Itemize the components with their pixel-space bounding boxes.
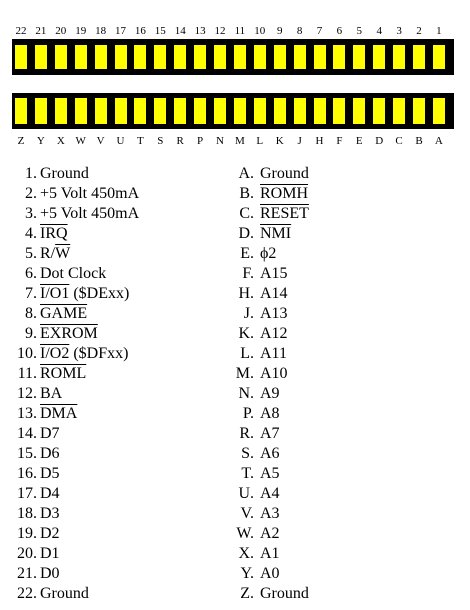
signal-text: A4 xyxy=(260,485,280,502)
signal-text: Ground xyxy=(40,585,89,602)
pin-id: R. xyxy=(239,425,254,442)
edge-contact xyxy=(174,98,186,124)
pin-id: 19. xyxy=(17,525,37,542)
pin-legend-numbered xyxy=(0,164,230,604)
signal-name xyxy=(40,544,60,564)
pin-id: A. xyxy=(238,165,254,182)
signal-name xyxy=(40,224,68,244)
signal-text: Ground xyxy=(40,165,89,182)
signal-text-active-low: I/O2 xyxy=(40,345,70,362)
pin-id: 20. xyxy=(17,545,37,562)
pin-entry xyxy=(226,204,456,224)
pin-id: W. xyxy=(236,525,254,542)
pin-id: 21. xyxy=(17,565,37,582)
pin-entry xyxy=(0,164,230,184)
pin-entry xyxy=(0,204,230,224)
pin-number-label: 5 xyxy=(356,25,363,37)
pin-number-label: 17 xyxy=(115,25,126,37)
pin-number-label: 16 xyxy=(134,25,146,37)
edge-contact xyxy=(35,98,47,124)
edge-contact xyxy=(35,45,47,69)
signal-name xyxy=(40,584,89,604)
edge-contact xyxy=(194,45,206,69)
signal-name xyxy=(40,524,60,544)
pin-letter-label: E xyxy=(355,135,363,147)
pin-letter-label: T xyxy=(137,135,144,147)
pin-entry xyxy=(0,224,230,244)
pin-id: 6. xyxy=(25,265,37,282)
pin-letter-label: H xyxy=(315,135,324,147)
signal-text: R/ xyxy=(40,245,56,262)
pin-letter-label: F xyxy=(336,135,343,147)
pin-id: C. xyxy=(239,205,254,222)
pin-id: Z. xyxy=(240,585,254,602)
pin-id: T. xyxy=(241,465,254,482)
pin-id: L. xyxy=(240,345,254,362)
pin-id: M. xyxy=(235,365,254,382)
pin-id: 10. xyxy=(17,345,37,362)
pin-legend-lettered xyxy=(226,164,456,604)
pin-entry xyxy=(0,264,230,284)
signal-text: A12 xyxy=(260,325,288,342)
pin-entry xyxy=(0,564,230,584)
pin-letter-label: V xyxy=(96,135,105,147)
pin-entry xyxy=(0,504,230,524)
signal-text: D6 xyxy=(40,445,60,462)
pin-id: Y. xyxy=(240,565,254,582)
signal-text: A7 xyxy=(260,425,280,442)
pin-entry xyxy=(0,524,230,544)
top-pin-number-row xyxy=(0,24,470,38)
signal-name xyxy=(40,404,77,424)
pin-number-label: 7 xyxy=(316,25,323,37)
signal-name xyxy=(260,564,280,584)
signal-name xyxy=(260,264,288,284)
signal-text: GAME xyxy=(40,305,88,322)
edge-contact xyxy=(294,98,306,124)
edge-contact xyxy=(154,45,166,69)
signal-name xyxy=(40,384,62,404)
signal-text: A5 xyxy=(260,465,280,482)
edge-contact xyxy=(274,45,286,69)
signal-name xyxy=(260,484,280,504)
pin-id: 12. xyxy=(17,385,37,402)
pin-number-label: 20 xyxy=(55,25,67,37)
edge-contact xyxy=(413,98,425,124)
pin-letter-label: K xyxy=(275,135,284,147)
signal-name xyxy=(40,264,106,284)
pin-letter-label: D xyxy=(375,135,384,147)
signal-name xyxy=(40,504,60,524)
signal-text: ROML xyxy=(40,365,87,382)
edge-contact xyxy=(373,45,385,69)
pin-entry xyxy=(0,424,230,444)
edge-contact xyxy=(134,98,146,124)
signal-text: +5 Volt 450mA xyxy=(40,205,140,222)
pin-id: 4. xyxy=(25,225,37,242)
signal-text: D2 xyxy=(40,525,60,542)
signal-text: A10 xyxy=(260,365,288,382)
signal-name xyxy=(40,364,86,384)
signal-text: ROMH xyxy=(260,185,309,202)
pin-number-label: 12 xyxy=(214,25,226,37)
pin-letter-label: A xyxy=(434,135,443,147)
edge-contact xyxy=(115,45,127,69)
signal-name xyxy=(260,544,280,564)
pin-id: 5. xyxy=(25,245,37,262)
pin-entry xyxy=(0,584,230,604)
signal-name xyxy=(40,324,98,344)
pin-id: 9. xyxy=(25,325,37,342)
pin-number-label: 2 xyxy=(416,25,422,37)
signal-name xyxy=(260,444,280,464)
pin-letter-label: P xyxy=(197,135,204,147)
pin-number-label: 11 xyxy=(234,25,246,37)
edge-contact xyxy=(75,45,87,69)
signal-text: Ground xyxy=(260,585,309,602)
pin-number-label: 18 xyxy=(95,25,107,37)
signal-text: D5 xyxy=(40,465,60,482)
pin-number-label: 4 xyxy=(376,25,382,37)
pin-id: X. xyxy=(238,545,254,562)
pin-entry xyxy=(0,284,230,304)
signal-name xyxy=(40,164,89,184)
signal-text-active-low: I/O1 xyxy=(40,285,70,302)
pin-entry xyxy=(226,344,456,364)
pin-entry xyxy=(0,324,230,344)
pin-id: 3. xyxy=(25,205,37,222)
edge-contact xyxy=(15,45,27,69)
signal-name xyxy=(260,344,287,364)
pin-entry xyxy=(226,164,456,184)
edge-contact xyxy=(294,45,306,69)
pin-id: 15. xyxy=(17,445,37,462)
edge-contact xyxy=(333,98,345,124)
signal-name xyxy=(40,564,60,584)
pin-entry xyxy=(0,304,230,324)
edge-contact xyxy=(174,45,186,69)
signal-text: D4 xyxy=(40,485,60,502)
pin-entry xyxy=(226,484,456,504)
pin-number-label: 8 xyxy=(296,25,303,37)
pin-letter-label: M xyxy=(235,135,245,147)
signal-text: D3 xyxy=(40,505,60,522)
edge-contact xyxy=(393,45,405,69)
edge-contact xyxy=(373,98,385,124)
signal-name xyxy=(260,464,280,484)
pin-entry xyxy=(226,224,456,244)
signal-name xyxy=(260,304,288,324)
edge-contact xyxy=(333,45,345,69)
pin-letter-label: X xyxy=(56,135,65,147)
pin-entry xyxy=(226,184,456,204)
signal-text: A6 xyxy=(260,445,280,462)
pin-id: 22. xyxy=(17,585,37,602)
pin-id: N. xyxy=(238,385,254,402)
signal-name xyxy=(260,164,309,184)
pin-number-label: 1 xyxy=(436,25,442,37)
pin-entry xyxy=(226,524,456,544)
pin-id: 7. xyxy=(25,285,37,302)
pin-entry xyxy=(0,184,230,204)
signal-text: Dot Clock xyxy=(40,265,107,282)
pin-entry xyxy=(226,404,456,424)
pin-entry xyxy=(226,444,456,464)
pin-id: 1. xyxy=(25,165,37,182)
signal-name xyxy=(40,204,139,224)
pin-letter-label: U xyxy=(116,135,125,147)
signal-text: A15 xyxy=(260,265,288,282)
signal-text: A11 xyxy=(260,345,287,362)
signal-text: $\overline{NMI}$ xyxy=(260,225,292,242)
pin-entry xyxy=(226,284,456,304)
signal-text: A8 xyxy=(260,405,280,422)
edge-contact xyxy=(15,98,27,124)
signal-text: EXROM xyxy=(40,325,98,342)
pin-id: V. xyxy=(240,505,254,522)
pin-letter-label: J xyxy=(297,135,302,147)
pin-entry xyxy=(226,364,456,384)
edge-contact xyxy=(314,45,326,69)
pin-id: F. xyxy=(242,265,254,282)
signal-text: A14 xyxy=(260,285,288,302)
pin-entry xyxy=(0,244,230,264)
pin-id: 8. xyxy=(25,305,37,322)
pin-letter-label: C xyxy=(395,135,403,147)
edge-contact xyxy=(75,98,87,124)
pin-entry xyxy=(0,344,230,364)
signal-text: D7 xyxy=(40,425,60,442)
edge-contact xyxy=(353,45,365,69)
signal-name xyxy=(40,464,60,484)
signal-name xyxy=(260,224,291,244)
pin-id: E. xyxy=(240,245,254,262)
edge-contact xyxy=(254,45,266,69)
edge-contact xyxy=(214,45,226,69)
edge-contact xyxy=(274,98,286,124)
signal-name xyxy=(40,344,128,364)
pin-letter-label: R xyxy=(176,135,184,147)
pin-entry xyxy=(0,384,230,404)
pin-entry xyxy=(226,504,456,524)
connector-top-edge xyxy=(12,39,454,75)
signal-name xyxy=(260,504,280,524)
signal-text: BA xyxy=(40,385,63,402)
edge-contact xyxy=(154,98,166,124)
signal-text: A2 xyxy=(260,525,280,542)
signal-text: D1 xyxy=(40,545,60,562)
edge-contact xyxy=(393,98,405,124)
pin-number-label: 15 xyxy=(154,25,166,37)
signal-text: $\overline{DMA}$ xyxy=(40,405,78,422)
signal-text: ϕ2 xyxy=(260,245,277,262)
signal-name xyxy=(260,404,280,424)
pin-id: B. xyxy=(239,185,254,202)
edge-contact xyxy=(234,98,246,124)
edge-contact xyxy=(95,98,107,124)
signal-name xyxy=(260,244,276,264)
signal-name xyxy=(260,184,308,204)
signal-text: $\overline{IRQ}$ xyxy=(40,225,68,242)
signal-name xyxy=(260,384,280,404)
edge-contact xyxy=(55,45,67,69)
pin-entry xyxy=(0,364,230,384)
pin-number-label: 3 xyxy=(396,25,402,37)
bottom-pin-letter-row xyxy=(0,134,470,148)
signal-name xyxy=(40,244,70,264)
pin-letter-label: N xyxy=(216,135,224,147)
signal-suffix: ($DFxx) xyxy=(69,345,129,362)
pin-entry xyxy=(226,544,456,564)
edge-contact xyxy=(95,45,107,69)
signal-text: A3 xyxy=(260,505,280,522)
pin-id: H. xyxy=(238,285,254,302)
pin-number-label: 14 xyxy=(174,25,186,37)
signal-name xyxy=(260,284,288,304)
pin-number-label: 13 xyxy=(194,25,206,37)
pin-id: K. xyxy=(238,325,254,342)
edge-contact xyxy=(314,98,326,124)
signal-name xyxy=(40,424,60,444)
pin-entry xyxy=(0,404,230,424)
pin-entry xyxy=(226,424,456,444)
pin-entry xyxy=(226,584,456,604)
pin-entry xyxy=(226,244,456,264)
pin-entry xyxy=(226,464,456,484)
pin-id: D. xyxy=(238,225,254,242)
pin-id: 17. xyxy=(17,485,37,502)
edge-contact xyxy=(433,98,445,124)
edge-contact xyxy=(134,45,146,69)
signal-text: A0 xyxy=(260,565,280,582)
signal-name xyxy=(260,584,309,604)
edge-contact xyxy=(214,98,226,124)
pin-letter-label: S xyxy=(157,135,164,147)
pin-id: U. xyxy=(238,485,254,502)
pin-number-label: 9 xyxy=(276,25,283,37)
signal-name xyxy=(40,304,87,324)
pin-number-label: 6 xyxy=(336,25,343,37)
pin-entry xyxy=(226,264,456,284)
signal-text: +5 Volt 450mA xyxy=(40,185,140,202)
signal-name xyxy=(260,204,309,224)
signal-text: D0 xyxy=(40,565,60,582)
signal-name xyxy=(40,184,139,204)
signal-name xyxy=(260,324,288,344)
pin-letter-label: Z xyxy=(17,135,25,147)
pin-id: S. xyxy=(241,445,254,462)
signal-name xyxy=(40,444,60,464)
pin-number-label: 21 xyxy=(35,25,47,37)
signal-name xyxy=(260,364,288,384)
pin-number-label: 19 xyxy=(75,25,87,37)
signal-text: A1 xyxy=(260,545,280,562)
edge-contact xyxy=(234,45,246,69)
pin-number-label: 22 xyxy=(15,25,27,37)
pin-entry xyxy=(0,464,230,484)
pin-id: 16. xyxy=(17,465,37,482)
signal-text: A9 xyxy=(260,385,280,402)
edge-contact xyxy=(115,98,127,124)
pin-id: 11. xyxy=(17,365,37,382)
pin-id: P. xyxy=(242,405,254,422)
pin-entry xyxy=(226,324,456,344)
pin-id: 2. xyxy=(25,185,37,202)
signal-suffix: ($DExx) xyxy=(69,285,130,302)
pin-id: 18. xyxy=(17,505,37,522)
signal-text: RESET xyxy=(260,205,309,222)
pin-id: J. xyxy=(243,305,254,322)
signal-text: Ground xyxy=(260,165,309,182)
connector-bottom-edge xyxy=(12,93,454,129)
signal-text: A13 xyxy=(260,305,288,322)
signal-name xyxy=(40,484,60,504)
edge-contact xyxy=(413,45,425,69)
pin-entry xyxy=(0,484,230,504)
pin-entry xyxy=(226,384,456,404)
edge-contact xyxy=(353,98,365,124)
pin-letter-label: W xyxy=(75,135,86,147)
signal-text-active-low: $\overline{W}$ xyxy=(55,245,71,262)
pin-number-label: 10 xyxy=(254,25,266,37)
pin-id: 14. xyxy=(17,425,37,442)
pin-letter-label: Y xyxy=(36,135,45,147)
edge-contact xyxy=(55,98,67,124)
pin-entry xyxy=(226,304,456,324)
signal-name xyxy=(40,284,129,304)
edge-contact xyxy=(433,45,445,69)
pin-id: 13. xyxy=(17,405,37,422)
pin-letter-label: B xyxy=(415,135,423,147)
pin-entry xyxy=(0,544,230,564)
edge-contact xyxy=(194,98,206,124)
pin-entry xyxy=(0,444,230,464)
pin-entry xyxy=(226,564,456,584)
pin-letter-label: L xyxy=(256,135,264,147)
signal-name xyxy=(260,524,280,544)
edge-contact xyxy=(254,98,266,124)
signal-name xyxy=(260,424,280,444)
